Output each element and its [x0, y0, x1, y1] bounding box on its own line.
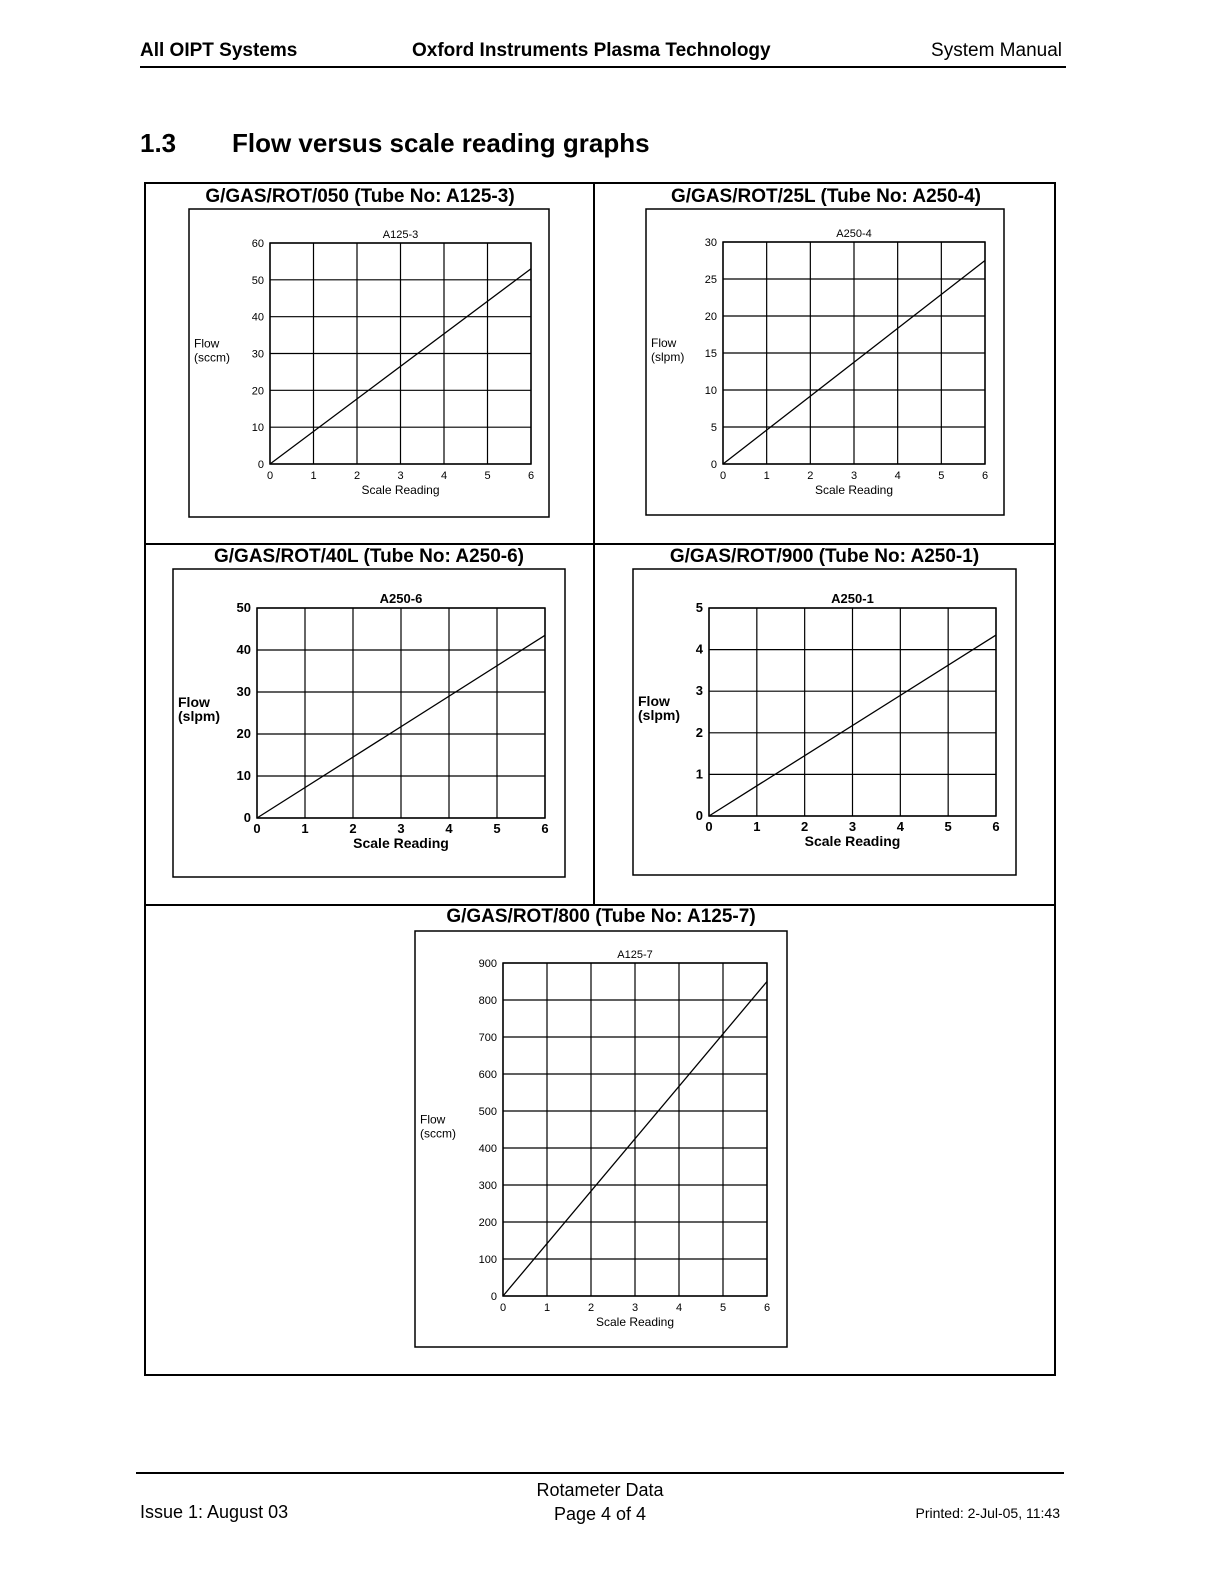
y-tick-label: 30 — [251, 348, 264, 361]
y-tick-label: 5 — [695, 600, 703, 615]
x-axis-label: Scale Reading — [595, 1315, 675, 1329]
header-right: System Manual — [931, 40, 1062, 61]
page-header — [140, 40, 1066, 68]
y-tick-label: 20 — [251, 385, 264, 398]
chart-4-panel-title: G/GAS/ROT/900 (Tube No: A250-1) — [669, 546, 980, 567]
y-axis-label: (sccm) — [420, 1126, 456, 1141]
x-tick-label: 6 — [763, 1302, 771, 1314]
chart-title: A125-7 — [617, 949, 653, 961]
y-tick-label: 600 — [478, 1069, 497, 1081]
horizontal-divider-1 — [146, 543, 1054, 545]
x-axis-label: Scale Reading — [361, 483, 440, 497]
y-tick-label: 0 — [695, 808, 703, 823]
x-tick-label: 6 — [527, 470, 535, 482]
x-tick-label: 2 — [353, 470, 361, 482]
y-tick-label: 200 — [478, 1217, 497, 1229]
chart-2-panel-title: G/GAS/ROT/25L (Tube No: A250-4) — [670, 186, 982, 207]
y-axis-label: Flow — [651, 336, 677, 350]
x-tick-label: 5 — [719, 1302, 727, 1314]
y-tick-label: 60 — [251, 238, 264, 250]
chart-2 — [645, 208, 1005, 516]
y-axis-label: Flow — [420, 1112, 446, 1127]
chart-frame — [189, 209, 549, 517]
header-left: All OIPT Systems — [140, 40, 298, 61]
y-axis-label: (slpm) — [651, 350, 685, 364]
y-tick-label: 1 — [695, 766, 703, 782]
vertical-divider — [593, 184, 595, 906]
x-tick-label: 4 — [440, 470, 448, 482]
y-tick-label: 100 — [478, 1254, 497, 1266]
x-tick-label: 4 — [675, 1302, 683, 1314]
chart-1-panel-title: G/GAS/ROT/050 (Tube No: A125-3) — [205, 186, 515, 207]
x-tick-label: 3 — [850, 470, 858, 482]
y-tick-label: 2 — [695, 724, 703, 740]
footer-issue: Issue 1: August 03 — [140, 1502, 289, 1522]
chart-5 — [414, 930, 788, 1348]
y-tick-label: 15 — [704, 348, 717, 360]
y-axis-label: (slpm) — [178, 708, 220, 724]
y-tick-label: 500 — [478, 1106, 497, 1118]
y-tick-label: 40 — [251, 311, 264, 324]
chart-frame — [633, 569, 1016, 875]
y-tick-label: 800 — [478, 995, 497, 1007]
y-tick-label: 10 — [704, 385, 717, 397]
x-tick-label: 2 — [801, 819, 809, 834]
y-tick-label: 4 — [695, 641, 703, 657]
chart-title: A125-3 — [382, 229, 419, 241]
chart-title: A250-6 — [379, 591, 423, 606]
header-center: Oxford Instruments Plasma Technology — [412, 40, 771, 61]
x-tick-label: 5 — [493, 821, 501, 836]
x-tick-label: 0 — [705, 819, 713, 834]
section-heading — [140, 128, 650, 159]
y-tick-label: 50 — [251, 274, 264, 287]
footer-doc-title: Rotameter Data — [536, 1480, 664, 1500]
x-tick-label: 6 — [981, 470, 989, 482]
x-tick-label: 6 — [992, 819, 1000, 834]
x-tick-label: 5 — [938, 470, 945, 482]
y-tick-label: 3 — [695, 683, 703, 699]
x-tick-label: 1 — [753, 819, 761, 834]
y-tick-label: 25 — [704, 274, 717, 286]
x-axis-label: Scale Reading — [804, 833, 901, 849]
y-axis-label: (slpm) — [638, 707, 680, 723]
y-tick-label: 0 — [257, 459, 264, 471]
chart-3 — [172, 568, 566, 878]
x-axis-label: Scale Reading — [353, 835, 449, 851]
y-tick-label: 5 — [710, 422, 717, 434]
y-tick-label: 20 — [236, 726, 251, 741]
x-tick-label: 6 — [541, 821, 549, 836]
section-number: 1.3 — [140, 128, 177, 158]
footer-page: Page 4 of 4 — [553, 1504, 647, 1524]
chart-frame — [646, 209, 1004, 515]
x-tick-label: 1 — [301, 821, 309, 836]
y-tick-label: 10 — [236, 768, 251, 783]
chart-3-panel-title: G/GAS/ROT/40L (Tube No: A250-6) — [213, 546, 525, 567]
chart-frame — [415, 931, 787, 1347]
x-tick-label: 2 — [807, 470, 814, 482]
y-axis-label: Flow — [178, 694, 210, 710]
y-tick-label: 400 — [478, 1143, 497, 1155]
y-tick-label: 50 — [236, 600, 251, 615]
chart-4 — [632, 568, 1017, 876]
x-tick-label: 0 — [499, 1302, 507, 1314]
x-tick-label: 4 — [445, 821, 453, 836]
x-tick-label: 2 — [349, 821, 357, 836]
y-axis-label: Flow — [194, 336, 220, 351]
footer-printed: Printed: 2-Jul-05, 11:43 — [915, 1505, 1060, 1521]
x-tick-label: 0 — [719, 470, 727, 482]
x-tick-label: 3 — [631, 1302, 639, 1314]
x-tick-label: 3 — [848, 819, 857, 834]
y-tick-label: 30 — [704, 237, 717, 249]
x-tick-label: 4 — [894, 470, 901, 482]
x-tick-label: 1 — [543, 1302, 551, 1314]
y-tick-label: 0 — [490, 1291, 497, 1303]
y-tick-label: 20 — [704, 311, 717, 323]
x-axis-label: Scale Reading — [814, 483, 894, 497]
chart-title: A250-1 — [831, 591, 874, 606]
y-axis-label: Flow — [638, 693, 670, 709]
x-tick-label: 1 — [310, 470, 317, 482]
footer-center — [480, 1478, 720, 1526]
x-tick-label: 4 — [896, 819, 904, 834]
x-tick-label: 3 — [397, 470, 404, 482]
x-tick-label: 5 — [484, 470, 491, 482]
x-tick-label: 1 — [763, 470, 770, 482]
chart-frame — [173, 569, 565, 877]
chart-1 — [188, 208, 550, 518]
y-tick-label: 900 — [478, 958, 497, 970]
y-tick-label: 0 — [243, 810, 251, 825]
section-title: Flow versus scale reading graphs — [232, 128, 650, 158]
chart-5-panel-title: G/GAS/ROT/800 (Tube No: A125-7) — [446, 906, 756, 927]
x-tick-label: 0 — [253, 821, 261, 836]
x-tick-label: 0 — [266, 470, 274, 482]
x-tick-label: 2 — [587, 1302, 595, 1314]
y-tick-label: 10 — [251, 422, 264, 435]
y-tick-label: 700 — [478, 1032, 497, 1044]
y-axis-label: (sccm) — [194, 350, 230, 365]
y-tick-label: 30 — [236, 684, 251, 699]
y-tick-label: 300 — [478, 1180, 497, 1192]
y-tick-label: 40 — [236, 642, 251, 657]
chart-title: A250-4 — [836, 228, 872, 240]
x-tick-label: 3 — [397, 821, 405, 836]
x-tick-label: 5 — [944, 819, 952, 834]
footer-rule — [136, 1472, 1064, 1474]
y-tick-label: 0 — [710, 459, 717, 471]
